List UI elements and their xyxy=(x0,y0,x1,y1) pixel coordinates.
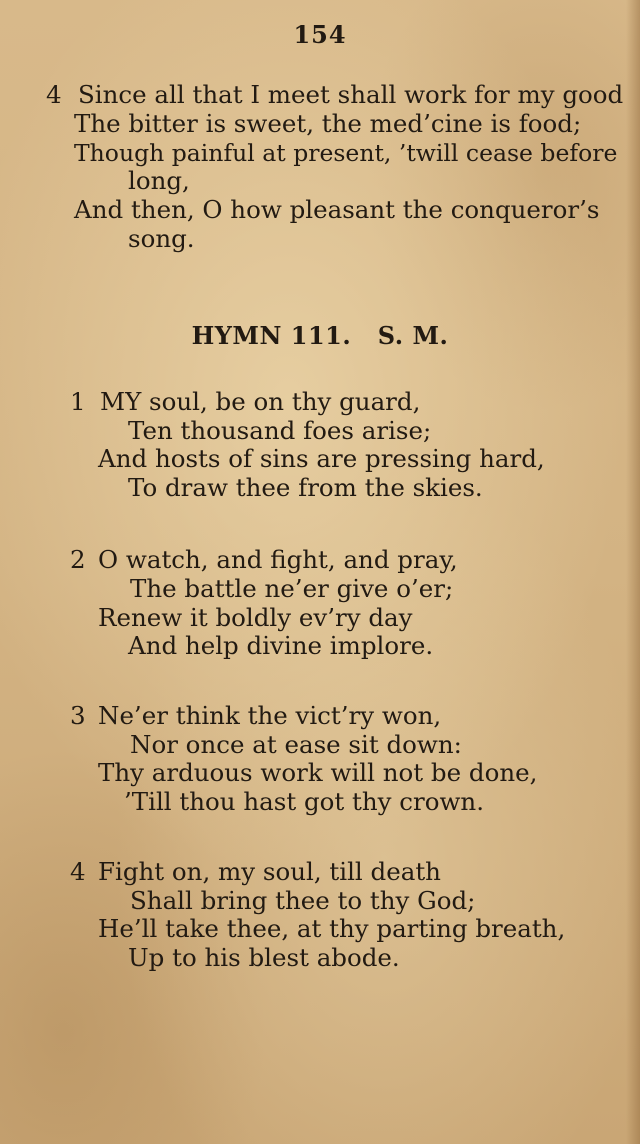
verse-line: Up to his blest abode. xyxy=(128,943,400,972)
verse-line: MY soul, be on thy guard, xyxy=(100,387,421,416)
verse-line: To draw thee from the skies. xyxy=(128,473,483,502)
verse-line: Renew it boldly ev’ry day xyxy=(98,603,413,632)
page-number: 154 xyxy=(293,20,347,49)
stanza-number: 4 xyxy=(70,857,86,886)
stanza-number: 4 xyxy=(46,80,62,109)
stanza-number: 2 xyxy=(70,545,86,574)
verse-line: ’Till thou hast got thy crown. xyxy=(124,787,484,816)
stanza-number: 3 xyxy=(70,701,86,730)
verse-line: And hosts of sins are pressing hard, xyxy=(98,444,545,473)
stanza-number: 1 xyxy=(70,387,86,416)
verse-line: And then, O how pleasant the conqueror’s xyxy=(74,195,600,224)
verse-line: Thy arduous work will not be done, xyxy=(98,758,538,787)
verse-line: Shall bring thee to thy God; xyxy=(130,886,476,915)
verse-line: He’ll take thee, at thy parting breath, xyxy=(98,914,566,943)
verse-line: Since all that I meet shall work for my good xyxy=(78,80,624,109)
verse-line: And help divine implore. xyxy=(128,631,434,660)
page-edge-shadow xyxy=(626,0,640,1144)
verse-line: Ne’er think the vict’ry won, xyxy=(98,701,442,730)
verse-line: Nor once at ease sit down: xyxy=(130,730,462,759)
verse-line: long, xyxy=(128,166,190,195)
verse-line: Ten thousand foes arise; xyxy=(128,416,432,445)
verse-line: The battle ne’er give o’er; xyxy=(130,574,454,603)
verse-line: The bitter is sweet, the med’cine is food; xyxy=(74,109,582,138)
verse-line: Fight on, my soul, till death xyxy=(98,857,441,886)
hymn-title: HYMN 111. S. M. xyxy=(191,321,449,350)
verse-line: song. xyxy=(128,224,195,253)
verse-line: O watch, and fight, and pray, xyxy=(98,545,458,574)
verse-line: Though painful at present, ’twill cease before xyxy=(74,139,618,167)
